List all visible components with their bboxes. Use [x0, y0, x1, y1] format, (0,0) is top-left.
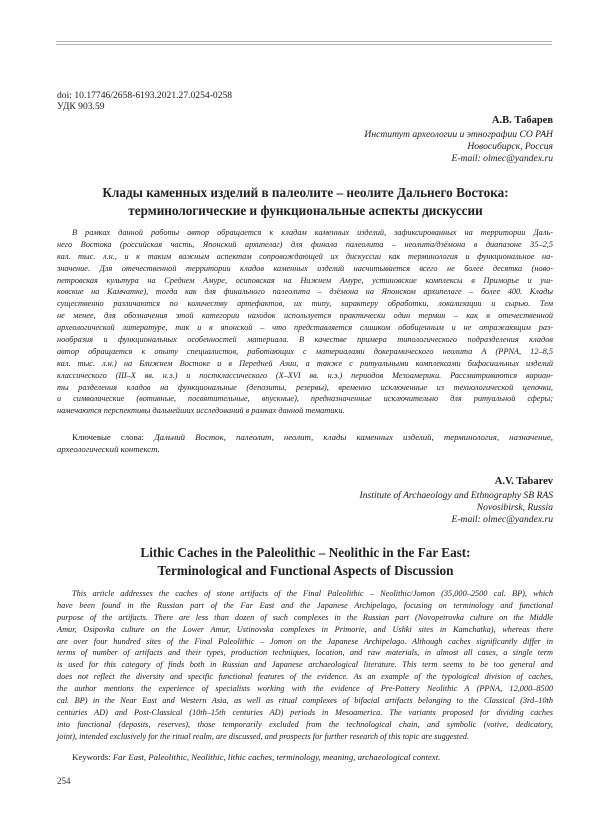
keywords-en-list: Far East, Paleolithic, Neolithic, lithic caches, terminology, meaning, archaeological context.	[112, 752, 441, 762]
title-ru-line-2: терминологические и функциональные аспекты дискуссии	[128, 203, 483, 218]
abstract-ru-line: ковские на Камчатке), тогда как для финального палеолита – дзёмона на Японском архипелаге – более 400. Клады	[57, 287, 553, 297]
abstract-en	[57, 588, 553, 743]
title-en-line-1: Lithic Caches in the Paleolithic – Neolithic in the Far East:	[140, 545, 471, 560]
abstract-en-line: Amur, Osipovka culture on the Lower Amur, Ustinovska complexes in Primorie, and Ushki sites in Kamchatka), whereas there	[57, 624, 553, 634]
abstract-en-line: into functional (deposits, reserves), those temporarily excluded from the technological chain, and symbolic (votive, dedicatory,	[57, 719, 553, 729]
title-en-line-2: Terminological and Functional Aspects of Discussion	[157, 563, 454, 578]
affiliation-en: Institute of Archaeology and Ethnography SB RAS	[359, 490, 553, 501]
keywords-ru	[57, 431, 553, 455]
keywords-en-label: Keywords:	[72, 752, 111, 762]
abstract-en-line: cal. BP) in the Near East and Western Asia, as well as ritual complexes of bifacial artifacts belonging to the Classical (3rd–10th	[57, 696, 553, 706]
abstract-ru-line: В рамках данной работы автор обращается к кладам каменных изделий, зафиксированных на территории Даль-	[72, 228, 553, 237]
page-number: 254	[57, 776, 71, 786]
abstract-ru-line: нообразия и функциональных особенностей материала. В качестве примера типологического подразделения кладов	[57, 335, 553, 345]
abstract-ru-line: значение. Для отечественной территории кладов каменных изделий насчитывается всего не более десятка (ново-	[57, 263, 553, 273]
city-en: Novosibirsk, Russia	[476, 502, 553, 513]
abstract-en-line: joint), intended exclusively for the ritual realm, are discussed, and prospects for further research of this topic are suggested.	[57, 731, 470, 741]
email-en: E-mail: olmec@yandex.ru	[451, 514, 553, 525]
abstract-en-line: the author mentions the experience of specialists working with the evidence of Pre-Pottery Neolithic A (PPNA, 12,000–8500	[57, 684, 553, 694]
abstract-ru-line: археологической литературе, так и в японской – что представляется слишком обобщенным и не отражающим раз-	[57, 323, 553, 333]
keywords-ru-line	[57, 443, 553, 455]
abstract-en-line: This article addresses the caches of stone artifacts of the Final Paleolithic – Neolithic/Jomon (35,000–2500 cal. BP), which	[72, 589, 553, 598]
title-ru-line-1: Клады каменных изделий в палеолите – неолите Дальнего Востока:	[102, 185, 509, 200]
abstract-en-line: terms of number of artifacts and their types, production techniques, location, and raw materials, in almost all cases, a single term	[57, 648, 553, 658]
abstract-ru-line: кал. тыс. л.н., и к таким важным аспектам сопровождающей их дискуссии как терминология и функциональное на-	[57, 251, 553, 261]
affiliation-ru: Институт археологии и этнографии СО РАН	[364, 129, 553, 140]
keywords-en-line	[57, 751, 553, 763]
header-rule-top	[56, 41, 552, 42]
keywords-ru-line	[57, 431, 553, 443]
udk: УДК 903.59	[57, 101, 105, 112]
abstract-ru-line: намечаются перспективы дальнейших исследований в рамках данной тематики.	[57, 406, 345, 416]
doi: doi: 10.17746/2658-6193.2021.27.0254-0258	[57, 90, 233, 101]
author-en: A.V. Tabarev	[494, 476, 553, 487]
abstract-ru-line: кал. тыс. л.н.) на Ближнем Востоке и в Передней Азии, а также с ритуальными комплексами бифасиальных изделий	[57, 358, 553, 368]
abstract-ru-line: существенно различаются по количеству артефактов, их типу, характеру обработки, локализации и сырью. Тем	[57, 299, 553, 309]
abstract-en-line: purpose of the artifacts. There are less than dozen of such complexes in the Russian part (Novopetrovka culture on the Middle	[57, 612, 553, 622]
city-ru: Новосибирск, Россия	[467, 141, 553, 152]
abstract-ru-line: не менее, для обозначения этой категории находок используется практически один термин – как в отечественной	[57, 311, 553, 321]
keywords-ru-label: Ключевые слова:	[72, 432, 144, 442]
abstract-ru-line: классического (III–X вв. н.э.) и постклассического (X–XVI вв. н.э.) периодов Мезоамерики. Рассматриваются вариан-	[57, 370, 553, 380]
abstract-ru-line: петровская культура на Среднем Амуре, осиповская на Нижнем Амуре, устиновские комплексы в Приморье и уш-	[57, 275, 553, 285]
keywords-ru-list-cont: археологический контекст.	[57, 444, 160, 454]
abstract-en-line: are over four hundred sites of the Final Paleolithic – Jomon on the Japanese Archipelago. Although caches significantly differ in	[57, 636, 553, 646]
abstract-ru-line: ты разделения кладов на функциональные (депозиты, резервы), временно исключенные из технологической цепочки,	[57, 382, 553, 392]
email-ru: E-mail: olmec@yandex.ru	[451, 153, 553, 164]
keywords-en	[57, 751, 553, 763]
abstract-ru-line: и символические (вотивные, посвятительные, впускные), предназначенные исключительно для ритуальной сферы;	[57, 394, 553, 404]
abstract-en-line: does not reflect the diversity and specific functional features of the evidence. As an example of the typological division of caches,	[57, 672, 553, 682]
abstract-ru-line: него Востока (российская часть, Японский архипелаг) для финала палеолита – неолита/дзёмона в диапазоне 35–2,5	[57, 239, 553, 249]
abstract-ru	[57, 227, 553, 417]
header-rule-bottom	[56, 44, 552, 45]
abstract-en-line: have been found in the Russian part of the Far East and the Japanese Archipelago, focusing on terminology and functional	[57, 600, 553, 610]
abstract-en-line: is used for this category of finds both in Russian and Japanese archaeological literature. This term seems to be too general and	[57, 660, 553, 670]
author-ru: А.В. Табарев	[491, 115, 553, 126]
abstract-en-line: centuries AD) and Post-Classical (10th–15th centuries AD) periods in Mesoamerica. The variants proposed for dividing caches	[57, 707, 553, 717]
abstract-ru-line: автор обращается к опыту специалистов, работающих с материалами докерамического неолита А (PPNA, 12–8,5	[57, 346, 553, 356]
keywords-ru-list: Дальний Восток, палеолит, неолит, клады каменных изделий, терминология, назначение,	[154, 432, 553, 442]
